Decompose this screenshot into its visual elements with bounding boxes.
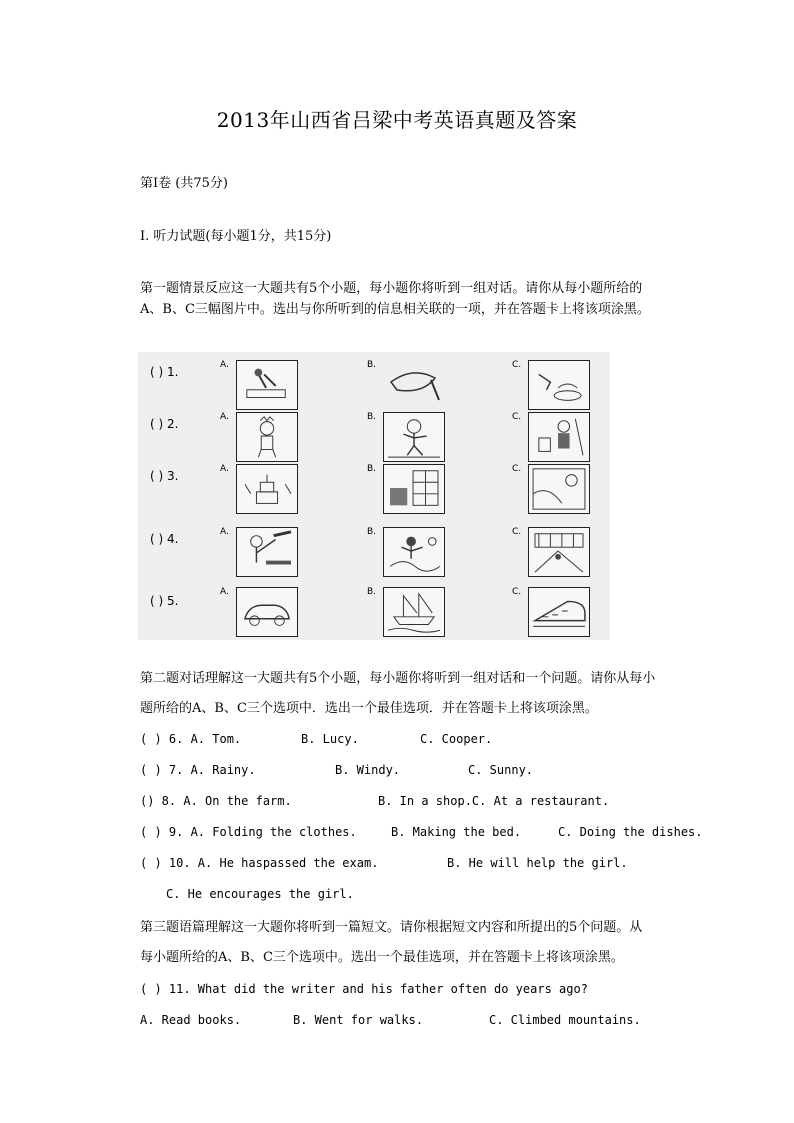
picture-2b [383, 412, 445, 462]
picture-3b [383, 464, 445, 514]
picture-5b [383, 587, 445, 637]
option-label: C. [512, 527, 522, 537]
section-heading: Ⅰ. 听力试题(每小题1分，共15分) [140, 229, 332, 244]
question-8-options-bc: B. In a shop.C. At a restaurant. [378, 794, 610, 808]
question-7-option-c: C. Sunny. [468, 763, 534, 777]
question-7: ( ) 7. A. Rainy. [140, 763, 256, 777]
option-label: C. [512, 412, 522, 422]
picture-4a [236, 527, 298, 577]
picture-1b [383, 360, 445, 410]
picture-5a [236, 587, 298, 637]
question-7-option-b: B. Windy. [335, 763, 401, 777]
option-label: A. [220, 360, 229, 370]
picture-1a [236, 360, 298, 410]
picture-3c [528, 464, 590, 514]
picture-2c [528, 412, 590, 462]
question-10-option-c: C. He encourages the girl. [166, 887, 354, 901]
option-label: A. [220, 464, 229, 474]
option-label: B. [367, 412, 377, 422]
picture-5c [528, 587, 590, 637]
picture-2a [236, 412, 298, 462]
option-label: C. [512, 587, 522, 597]
option-label: A. [220, 412, 229, 422]
option-label: A. [220, 587, 229, 597]
option-label: A. [220, 527, 229, 537]
question-11-option-c: C. Climbed mountains. [489, 1013, 641, 1027]
question-11-stem: ( ) 11. What did the writer and his father often do years ago? [140, 982, 588, 996]
question-11-option-b: B. Went for walks. [293, 1013, 424, 1027]
part3-instructions-line2: 每小题所给的A、B、C三个选项中。选出一个最佳选项，并在答题卡上将该项涂黑。 [140, 950, 624, 965]
option-label: B. [367, 464, 377, 474]
question-6-option-b: B. Lucy. [301, 732, 359, 746]
question-number: ( ) 2. [150, 417, 179, 431]
picture-4c [528, 527, 590, 577]
question-8: () 8. A. On the farm. [140, 794, 292, 808]
question-10: ( ) 10. A. He haspassed the exam. [140, 856, 379, 870]
part1-instructions-line2: A、B、C三幅图片中。选出与你所听到的信息相关联的一项，并在答题卡上将该项涂黑。 [140, 302, 650, 317]
question-11-option-a: A. Read books. [140, 1013, 242, 1027]
part2-instructions-line1: 第二题对话理解这一大题共有5个小题，每小题你将听到一组对话和一个问题。请你从每小 [140, 671, 656, 686]
question-6-option-c: C. Cooper. [420, 732, 493, 746]
picture-4b [383, 527, 445, 577]
volume-heading: 第Ⅰ卷 (共75分) [140, 176, 228, 191]
question-number: ( ) 5. [150, 594, 179, 608]
question-number: ( ) 4. [150, 532, 179, 546]
question-9-option-b: B. Making the bed. [391, 825, 522, 839]
question-10-option-b: B. He will help the girl. [447, 856, 628, 870]
option-label: B. [367, 587, 377, 597]
question-9: ( ) 9. A. Folding the clothes. [140, 825, 357, 839]
page-title: 2013年山西省吕梁中考英语真题及答案 [216, 108, 578, 132]
question-6: ( ) 6. A. Tom. [140, 732, 242, 746]
question-number: ( ) 1. [150, 365, 179, 379]
question-number: ( ) 3. [150, 469, 179, 483]
option-label: C. [512, 464, 522, 474]
part2-instructions-line2: 题所给的A、B、C三个选项中．选出一个最佳选项．并在答题卡上将该项涂黑。 [140, 701, 598, 716]
part3-instructions-line1: 第三题语篇理解这一大题你将听到一篇短文。请你根据短文内容和所提出的5个问题。从 [140, 920, 643, 935]
part1-instructions-line1: 第一题情景反应这一大题共有5个小题，每小题你将听到一组对话。请你从每小题所给的 [140, 281, 643, 296]
question-9-option-c: C. Doing the dishes. [558, 825, 703, 839]
option-label: C. [512, 360, 522, 370]
picture-1c [528, 360, 590, 410]
picture-3a [236, 464, 298, 514]
option-label: B. [367, 360, 377, 370]
option-label: B. [367, 527, 377, 537]
picture-questions-figure [138, 352, 610, 640]
